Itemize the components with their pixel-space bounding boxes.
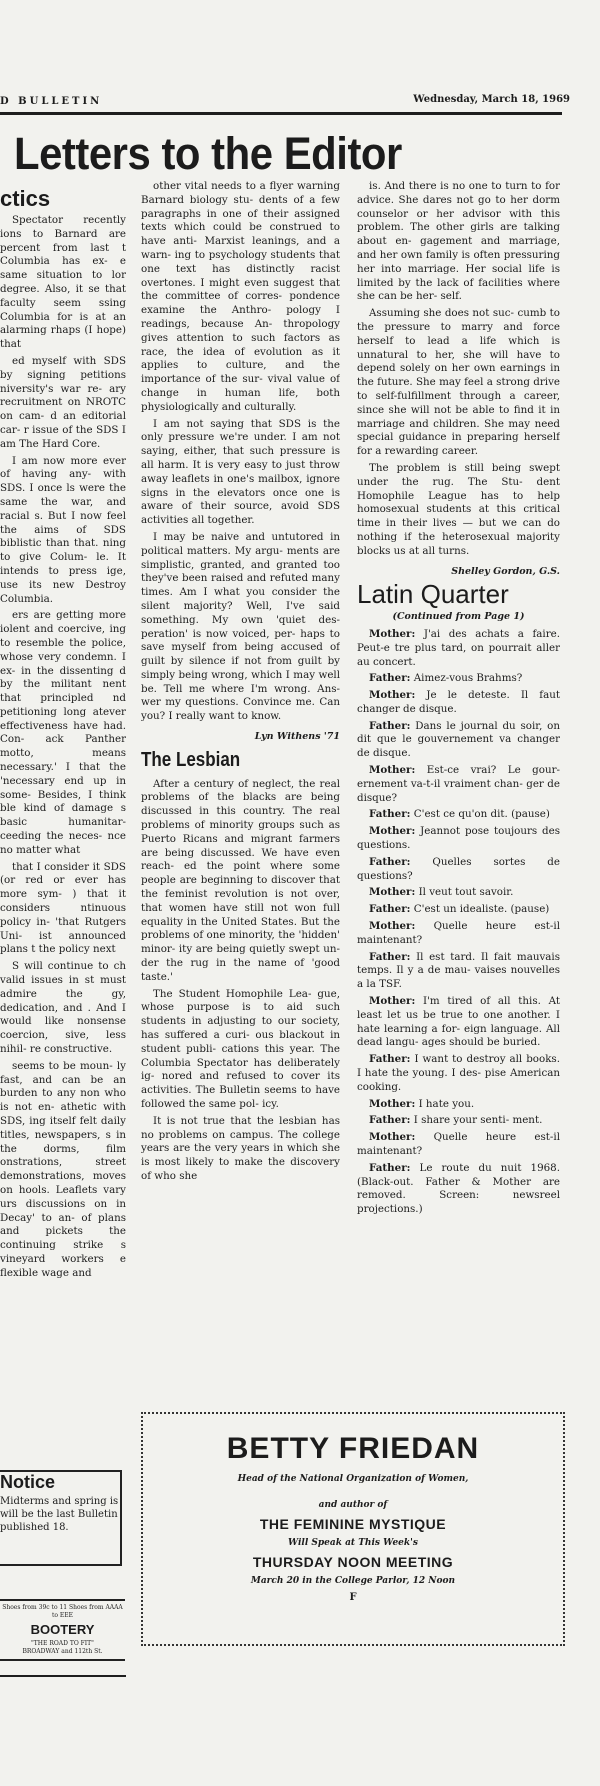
dialogue-line bbox=[357, 951, 560, 992]
masthead-rule bbox=[0, 112, 562, 115]
bootery-name: BOOTERY bbox=[30, 1622, 95, 1637]
lesbian-heading: The Lesbian bbox=[141, 748, 241, 771]
notice-box bbox=[0, 1470, 122, 1566]
bottom-rule bbox=[0, 1675, 126, 1677]
col1-paragraph: that I consider it SDS (or red or ever has more sym- ) that it considers ntinuous policy in- 'that Rutgers Uni- ist announced plans t the policy next bbox=[0, 860, 126, 956]
col2-signature: Lyn Withens '71 bbox=[254, 731, 340, 743]
bootery-ad bbox=[0, 1596, 125, 1664]
masthead-paper-name: D BULLETIN bbox=[0, 96, 103, 107]
dialogue-line bbox=[357, 672, 560, 686]
dialogue-line bbox=[357, 995, 560, 1050]
dialogue-line bbox=[357, 825, 560, 853]
dialogue-speaker: Father: bbox=[369, 1114, 411, 1127]
col1-heading: ctics bbox=[0, 186, 51, 211]
col2-paragraph: other vital needs to a flyer warning Barnard biology stu- dents of a few paragraphs in one of their assigned texts which could be construed to have anti- Marxist leanings, and a warn- ing to psychology students that one text has distinctly racist overtones. I might even suggest that the committee of corres- pondence examine the Anthro- pology I readings, because An- thropology gives attention to such factors as race, the idea of evolution as it applies to culture, and the importance of the sur- vival value of change in human life, both physiologically and culturally. bbox=[141, 180, 340, 413]
dialogue-speaker: Father: bbox=[369, 903, 411, 916]
col1-paragraph: S will continue to ch valid issues in st must admire the gy, dedication, and . And I would like nonsense coercion, sive, less nihil- re constructive. bbox=[0, 960, 126, 1056]
lesbian-paragraph: After a century of neglect, the real problems of the blacks are being discussed in this country. The real problems of minority groups such as Puerto Ricans and migrant farmers are being discussed. We have even reach- ed the point where some people are beginning to discover that the feminist revolution is not over, that women have still not won full equality in the United States. But the problems of one minority, the 'hidden' minor- ity are being quietly swept un- der the rug in the name of 'good taste.' bbox=[141, 777, 340, 983]
dialogue-speaker: Mother: bbox=[369, 886, 416, 899]
dialogue-speaker: Father: bbox=[369, 808, 411, 821]
dialogue-speaker: Mother: bbox=[369, 825, 416, 838]
dialogue-line bbox=[357, 1053, 560, 1094]
dialogue-text: Quelles sortes de questions? bbox=[357, 855, 560, 882]
col1-paragraph: I am now more ever of having any- with SDS. I once ls were the same the war, and racial s. But I now feel the aims of SDS biblistic than that. ning to give Colum- le. It intends to press ige, use its new Destroy Columbia. bbox=[0, 454, 126, 605]
col1-paragraph: ed myself with SDS by signing petitions niversity's war re- ary recruitment on NROTC on cam- d an editorial car- r issue of the SDS I am The Hard Core. bbox=[0, 354, 126, 450]
dialogue-speaker: Mother: bbox=[369, 1097, 416, 1110]
dialogue-line bbox=[357, 628, 560, 669]
dialogue-line bbox=[357, 1114, 560, 1128]
dialogue-line bbox=[357, 689, 560, 717]
dialogue-line bbox=[357, 920, 560, 948]
dialogue-text: Jeannot pose toujours des questions. bbox=[357, 825, 560, 852]
dialogue-speaker: Father: bbox=[369, 855, 411, 868]
dialogue-text: Il veut tout savoir. bbox=[418, 886, 514, 899]
dialogue-speaker: Father: bbox=[369, 719, 411, 732]
friedan-book: THE FEMININE MYSTIQUE bbox=[259, 1516, 447, 1532]
dialogue-speaker: Mother: bbox=[369, 689, 416, 702]
dialogue-text: Je le deteste. Il faut changer de disque. bbox=[357, 689, 560, 715]
dialogue-text: I'm tired of all this. At least let us be true to one another. I hate learning a for- eign language. All dead langu- ages should be buried. bbox=[357, 995, 560, 1049]
dialogue-speaker: Mother: bbox=[369, 1131, 416, 1144]
notice-title: Notice bbox=[0, 1472, 56, 1492]
dialogue-speaker: Father: bbox=[369, 1053, 411, 1066]
lesbian-paragraph: It is not true that the lesbian has no problems on campus. The college years are the very years in which she is most likely to make the discovery of who she bbox=[141, 1114, 340, 1182]
dialogue-speaker: Father: bbox=[369, 1161, 411, 1174]
friedan-role: Head of the National Organization of Women, bbox=[237, 1474, 469, 1484]
bootery-bottom: BROADWAY and 112th St. bbox=[22, 1648, 103, 1655]
dialogue-text: J'ai des achats a faire. Peut-e tre plus tard, on pourrait aller au concert. bbox=[357, 627, 560, 668]
friedan-when: March 20 in the College Parlor, 12 Noon bbox=[250, 1576, 456, 1586]
dialogue-speaker: Mother: bbox=[369, 995, 416, 1008]
col1-paragraph: seems to be moun- ly fast, and can be an burden to any non who is not en- athetic with SDS, ing itself felt daily titles, newspapers, s in the dorms, film onstrations, street demonstrations, moves on hools. Leaflets vary urs discussions on in Decay' to an- of plans and pickets the continuing strike s vineyard workers e flexible wage and bbox=[0, 1059, 126, 1279]
dialogue-text: Il est tard. Il fait mauvais temps. Il y a de mau- vaises nouvelles a la TSF. bbox=[357, 950, 560, 991]
col1-paragraph: Spectator recently ions to Barnard are percent from last t Columbia has ex- e same situation to lor degree. Also, it se that faculty seem ssing Columbia for is at an alarming rhaps (I hope) that bbox=[0, 214, 126, 351]
ad-rule-top bbox=[0, 1599, 125, 1601]
friedan-meeting: THURSDAY NOON MEETING bbox=[252, 1554, 454, 1570]
friedan-author-of: and author of bbox=[318, 1500, 388, 1510]
dialogue-line bbox=[357, 886, 560, 900]
dialogue-text: Est-ce vrai? Le gour- ernement va-t-il vraiment chan- ger de disque? bbox=[357, 764, 560, 804]
col2-paragraph: I may be naive and untutored in political matters. My argu- ments are simplistic, granted, and granted too they've been raised and refuted many times. Am I what you consider the silent majority? Well, I've said something. My own 'quiet des- peration' is now voiced, per- haps to save myself from being accused of guilt by silence if not from guilt by simply being wrong, which I may well be. Tell me where I'm wrong. Ans- wer my questions. Convince me. Can you? I really want to know. bbox=[141, 530, 340, 723]
dialogue-line bbox=[357, 720, 560, 761]
friedan-will-speak: Will Speak at This Week's bbox=[288, 1538, 418, 1548]
dialogue-line bbox=[357, 1162, 560, 1217]
continued-note: (Continued from Page 1) bbox=[392, 611, 525, 623]
dialogue-text: Le route du nuit 1968. (Black-out. Father & Mother are removed. Screen: newsreel projections.) bbox=[357, 1161, 560, 1216]
column-1 bbox=[0, 214, 126, 1454]
dialogue-speaker: Mother: bbox=[369, 627, 416, 640]
dialogue-text: I share your senti- ment. bbox=[413, 1114, 543, 1127]
dialogue-speaker: Father: bbox=[369, 950, 411, 963]
dialogue-text: Aimez-vous Brahms? bbox=[413, 672, 523, 685]
col3-paragraph: The problem is still being swept under the rug. The Stu- dent Homophile League has to help homosexual students at this critical time in their lives — but we can do nothing if the heterosexual majority blocks us at all turns. bbox=[357, 461, 560, 557]
dialogue-line bbox=[357, 903, 560, 917]
masthead bbox=[0, 96, 600, 110]
dialogue-line bbox=[357, 1098, 560, 1112]
lesbian-paragraph: The Student Homophile Lea- gue, whose purpose is to aid such students in adjusting to our society, has suffered a curi- ous blackout in student publi- cations this year. The Columbia Spectator has deliberately ig- nored and refused to cover its activities. The Bulletin seems to have followed the same pol- icy. bbox=[141, 987, 340, 1110]
dialogue-speaker: Father: bbox=[369, 672, 411, 685]
dialogue-text: C'est ce qu'on dit. (pause) bbox=[413, 808, 550, 821]
dialogue-line bbox=[357, 764, 560, 805]
dialogue-speaker: Mother: bbox=[369, 764, 416, 777]
dialogue-line bbox=[357, 1131, 560, 1159]
column-2 bbox=[141, 180, 340, 1390]
bootery-top: Shoes from 39c to 11 Shoes from AAAA to EEE bbox=[2, 1604, 123, 1619]
col3-signature: Shelley Gordon, G.S. bbox=[451, 565, 560, 577]
dialogue-line bbox=[357, 808, 560, 822]
bootery-tag: "THE ROAD TO FIT" bbox=[31, 1640, 94, 1647]
dialogue-text: Quelle heure est-il maintenant? bbox=[357, 920, 560, 946]
dialogue-line bbox=[357, 856, 560, 884]
dialogue-text: I want to destroy all books. I hate the young. I des- pise American cooking. bbox=[357, 1053, 560, 1093]
col2-paragraph: I am not saying that SDS is the only pressure we're under. I am not saying, either, that such pressure is all harm. It is very easy to just throw away leaflets in one's mailbox, ignore signs in the elevators once one is aware of their source, avoid SDS activities all together. bbox=[141, 417, 340, 527]
column-3 bbox=[357, 180, 560, 1400]
latin-quarter-heading: Latin Quarter bbox=[357, 579, 509, 610]
col1-paragraph: ers are getting more iolent and coercive, ing to resemble the police, whose very condemn. I ex- in the dissenting d by the militant nent that principled nd petitioning long atever effectiveness have had. Con- ack Panther motto, means necessary.' I that the 'necessary end up in some- Besides, I think ble kind of damage s basic humanitar- ceeding the neces- nce no matter what bbox=[0, 609, 126, 856]
masthead-date: Wednesday, March 18, 1969 bbox=[413, 94, 570, 105]
col3-paragraph: is. And there is no one to turn to for advice. She dares not go to her dorm counselor or her advisor with this problem. The other girls are talking about en- gagement and marriage, and her own family is often pressuring her into marriage. Her social life is limited by the lack of facilities where she can be her- self. bbox=[357, 180, 560, 303]
dialogue-speaker: Mother: bbox=[369, 920, 416, 933]
dialogue-text: Dans le journal du soir, on dit que le gouvernement va changer de disque. bbox=[357, 719, 560, 760]
friedan-ad bbox=[141, 1412, 565, 1646]
dialogue-text: Quelle heure est-il maintenant? bbox=[357, 1131, 560, 1157]
friedan-mark: F bbox=[349, 1592, 357, 1603]
friedan-name: BETTY FRIEDAN bbox=[226, 1432, 480, 1465]
dialogue-text: C'est un idealiste. (pause) bbox=[413, 903, 550, 916]
dialogue-text: I hate you. bbox=[418, 1097, 475, 1110]
notice-text: Midterms and spring is will be the last Bulletin published 18. bbox=[0, 1496, 119, 1533]
page-headline: Letters to the Editor bbox=[14, 128, 402, 179]
col3-paragraph: Assuming she does not suc- cumb to the pressure to marry and force herself to lead a life which is unnatural to her, she will have to depend solely on her own earnings in the future. She may feel a strong drive to self-fulfillment through a career, since she will not be able to find it in marriage and children. She may need special guidance in preparing herself for a rewarding career. bbox=[357, 307, 560, 458]
ad-rule-bottom bbox=[0, 1659, 125, 1661]
